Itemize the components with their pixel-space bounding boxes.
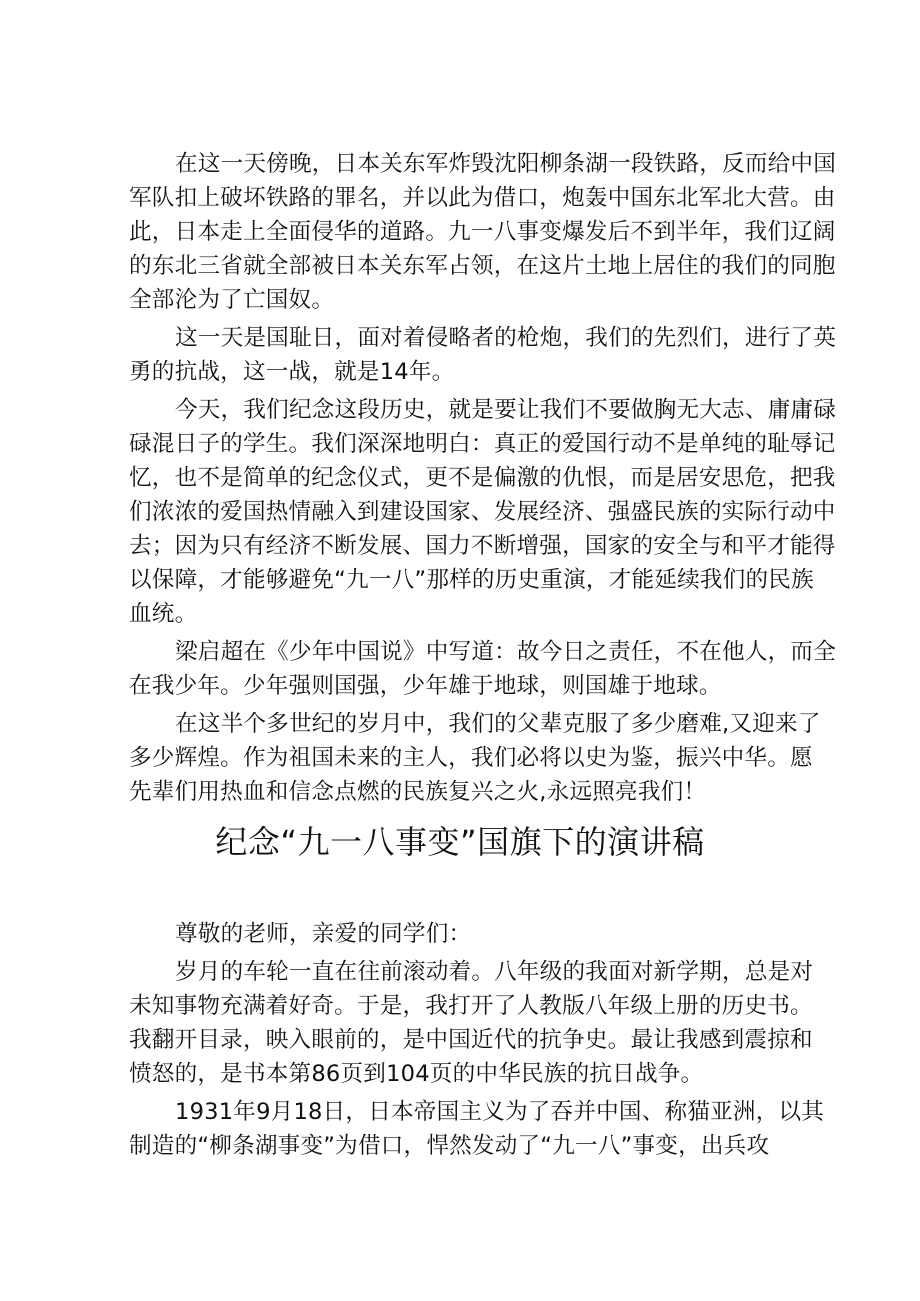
paragraph-line: 的东北三省就全部被日本关东军占领，在这片土地上居住的我们的同胞: [129, 253, 836, 279]
paragraph-line: 全部沦为了亡国奴。: [129, 287, 335, 313]
paragraph-line: 多少辉煌。作为祖国未来的主人，我们必将以史为鉴，振兴中华。愿: [129, 745, 813, 771]
paragraph-line: 此，日本走上全面侵华的道路。九一八事变爆发后不到半年，我们辽阔: [129, 219, 836, 245]
paragraph-line: 1931年9月18日，日本帝国主义为了吞并中国、称猫亚洲，以其: [175, 1099, 825, 1125]
paragraph-line: 未知事物充满着好奇。于是，我打开了人教版八年级上册的历史书。: [129, 993, 813, 1019]
greeting: 尊敬的老师，亲爱的同学们：: [175, 921, 472, 947]
paragraph-line: 制造的“柳条湖事变”为借口，悍然发动了“九一八”事变，出兵攻: [129, 1133, 770, 1159]
paragraph-line: 在这一天傍晚，日本关东军炸毁沈阳柳条湖一段铁路，反而给中国: [175, 151, 837, 177]
paragraph-line: 在这半个多世纪的岁月中，我们的父辈克服了多少磨难,又迎来了: [175, 711, 821, 737]
paragraph-line: 去；因为只有经济不断发展、国力不断增强，国家的安全与和平才能得: [129, 533, 836, 559]
paragraph-line: 我翻开目录，映入眼前的，是中国近代的抗争史。最让我感到震掠和: [129, 1027, 813, 1053]
paragraph-line: 愤怒的，是书本第86页到104页的中华民族的抗日战争。: [129, 1061, 704, 1087]
paragraph-line: 在我少年。少年强则国强，少年雄于地球，则国雄于地球。: [129, 673, 722, 699]
paragraph-line: 先辈们用热血和信念点燃的民族复兴之火,永远照亮我们！: [129, 779, 707, 805]
paragraph-line: 血统。: [129, 601, 198, 627]
paragraph-line: 忆，也不是简单的纪念仪式，更不是偏激的仇恨，而是居安思危，把我: [129, 465, 836, 491]
paragraph-line: 以保障，才能够避免“九一八”那样的历史重演，才能延续我们的民族: [129, 567, 814, 593]
page-title: 纪念“九一八事变”国旗下的演讲稿: [215, 823, 705, 861]
paragraph-line: 军队扣上破坏铁路的罪名，并以此为借口，炮轰中国东北军北大营。由: [129, 185, 836, 211]
paragraph-line: 梁启超在《少年中国说》中写道：故今日之责任，不在他人，而全: [175, 639, 837, 665]
paragraph-line: 岁月的车轮一直在往前滚动着。八年级的我面对新学期，总是对: [175, 959, 814, 985]
paragraph-line: 们浓浓的爱国热情融入到建设国家、发展经济、强盛民族的实际行动中: [129, 499, 836, 525]
paragraph-line: 这一天是国耻日，面对着侵略者的枪炮，我们的先烈们，进行了英: [175, 325, 837, 351]
paragraph-line: 碌混日子的学生。我们深深地明白：真正的爱国行动不是单纯的耻辱记: [129, 431, 836, 457]
paragraph-line: 今天，我们纪念这段历史，就是要让我们不要做胸无大志、庸庸碌: [175, 397, 837, 423]
paragraph-line: 勇的抗战，这一战，就是14年。: [129, 359, 455, 385]
